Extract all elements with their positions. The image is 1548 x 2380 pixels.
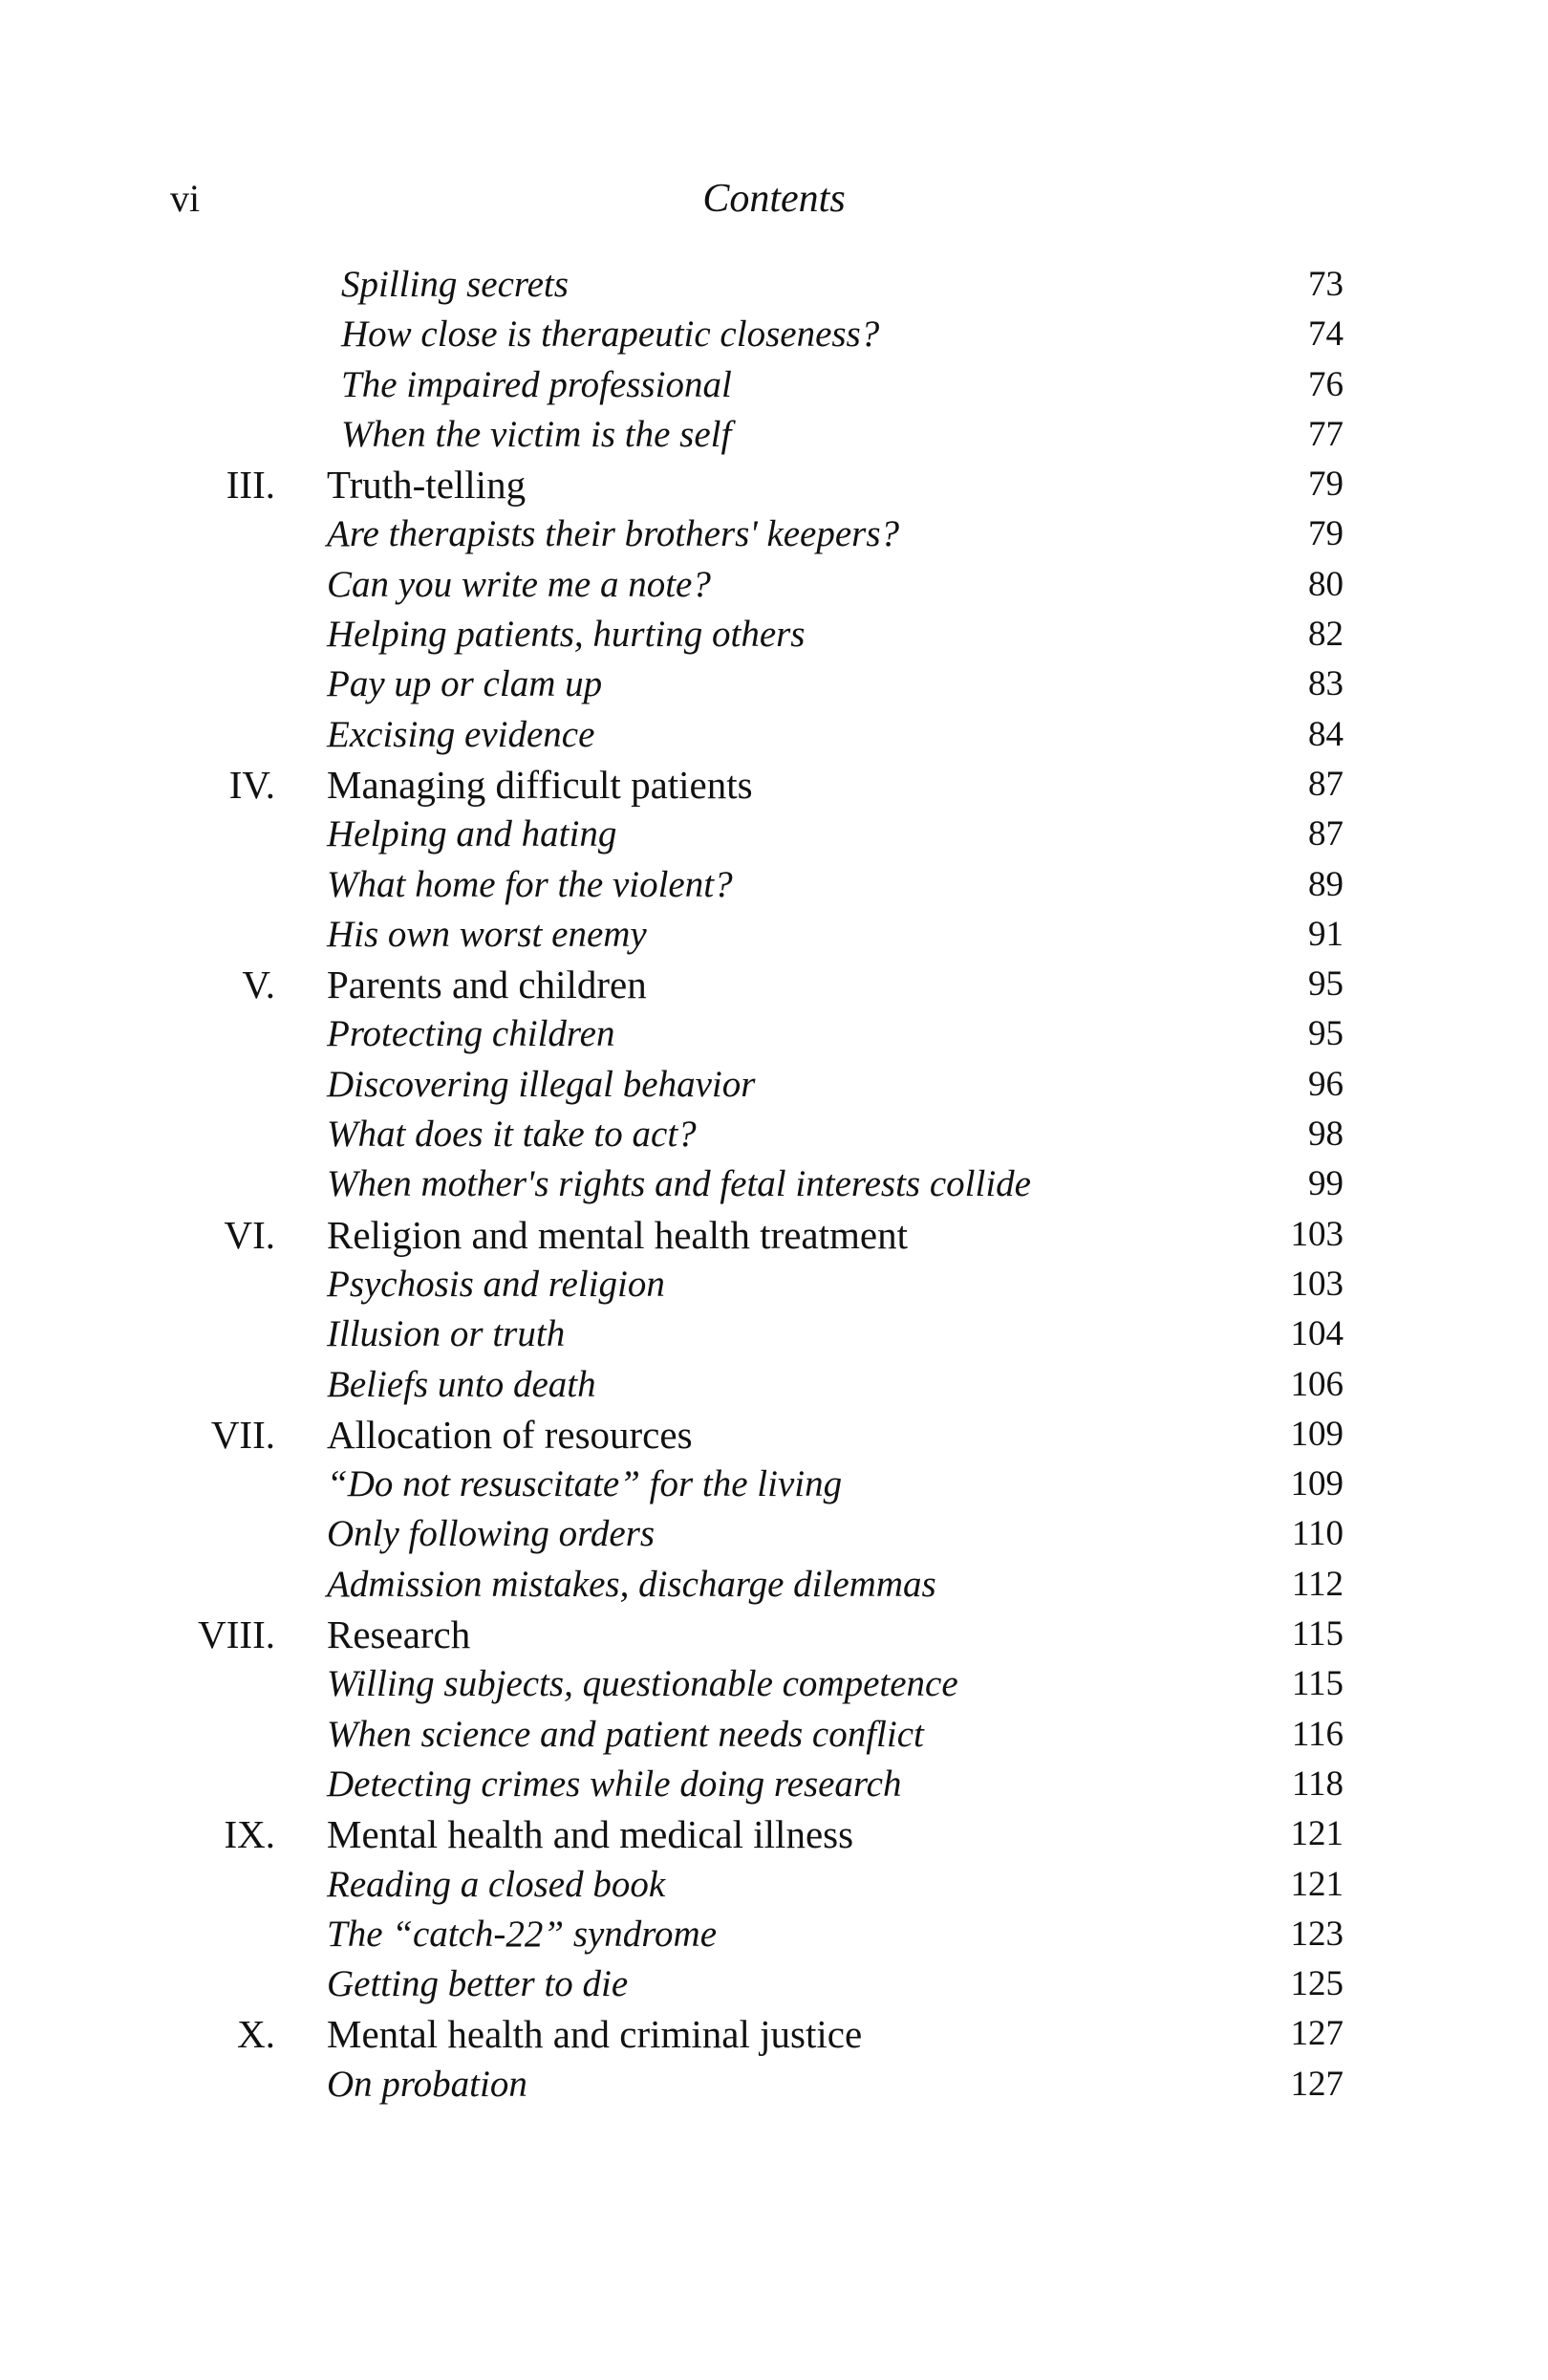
page-ref: 87 bbox=[1308, 764, 1344, 804]
toc-section-row bbox=[0, 260, 1548, 310]
page-ref: 82 bbox=[1308, 615, 1344, 655]
section-title: Beliefs unto death bbox=[327, 1363, 596, 1405]
page-ref: 89 bbox=[1308, 864, 1344, 904]
toc-section-row bbox=[0, 610, 1548, 660]
section-title: Discovering illegal behavior bbox=[327, 1063, 756, 1105]
section-title: Admission mistakes, discharge dilemmas bbox=[327, 1563, 936, 1605]
page-ref: 91 bbox=[1308, 914, 1344, 954]
toc-section-row bbox=[0, 310, 1548, 359]
section-title: The “catch-22” syndrome bbox=[327, 1913, 718, 1955]
chapter-number: VI. bbox=[224, 1212, 275, 1257]
toc-chapter-row bbox=[0, 2009, 1548, 2059]
page-ref: 121 bbox=[1290, 1814, 1344, 1854]
chapter-title: Managing difficult patients bbox=[327, 762, 753, 807]
page-ref: 99 bbox=[1308, 1164, 1344, 1204]
toc-section-row bbox=[0, 1860, 1548, 1910]
page-ref: 76 bbox=[1308, 364, 1344, 404]
page-ref: 104 bbox=[1290, 1314, 1344, 1354]
page-number: vi bbox=[170, 177, 201, 220]
section-title: What home for the violent? bbox=[327, 863, 733, 905]
chapter-title: Mental health and criminal justice bbox=[327, 2012, 863, 2057]
toc-section-row bbox=[0, 1159, 1548, 1209]
page-ref: 74 bbox=[1308, 314, 1344, 355]
toc-section-row bbox=[0, 1760, 1548, 1809]
table-of-contents bbox=[0, 260, 1548, 2110]
toc-chapter-row bbox=[0, 960, 1548, 1009]
toc-section-row bbox=[0, 1360, 1548, 1410]
toc-section-row bbox=[0, 810, 1548, 859]
page-ref: 95 bbox=[1308, 1014, 1344, 1054]
toc-chapter-row bbox=[0, 760, 1548, 810]
page-ref: 121 bbox=[1290, 1864, 1344, 1904]
section-title: How close is therapeutic closeness? bbox=[341, 314, 880, 356]
chapter-number: IV. bbox=[228, 762, 275, 807]
chapter-number: VIII. bbox=[198, 1612, 275, 1657]
toc-section-row bbox=[0, 2060, 1548, 2110]
toc-section-row bbox=[0, 1710, 1548, 1760]
page-ref: 79 bbox=[1308, 514, 1344, 554]
running-title: Contents bbox=[702, 177, 846, 221]
toc-section-row bbox=[0, 1009, 1548, 1059]
page-ref: 115 bbox=[1291, 1614, 1344, 1655]
page-ref: 106 bbox=[1290, 1364, 1344, 1404]
chapter-title: Research bbox=[327, 1612, 471, 1657]
chapter-title: Allocation of resources bbox=[327, 1412, 693, 1457]
page-ref: 77 bbox=[1308, 414, 1344, 454]
section-title: The impaired professional bbox=[341, 363, 732, 405]
page-ref: 110 bbox=[1291, 1514, 1344, 1554]
section-title: Illusion or truth bbox=[327, 1313, 566, 1355]
chapter-number: III. bbox=[226, 463, 275, 508]
section-title: His own worst enemy bbox=[327, 913, 647, 955]
page-ref: 127 bbox=[1290, 2064, 1344, 2104]
page-ref: 96 bbox=[1308, 1064, 1344, 1104]
toc-section-row bbox=[0, 910, 1548, 960]
section-title: On probation bbox=[327, 2063, 527, 2105]
page-ref: 118 bbox=[1291, 1763, 1344, 1804]
page-ref: 125 bbox=[1290, 1964, 1344, 2004]
section-title: Reading a closed book bbox=[327, 1863, 666, 1905]
section-title: Helping patients, hurting others bbox=[327, 614, 806, 656]
section-title: Psychosis and religion bbox=[327, 1263, 665, 1305]
chapter-title: Truth-telling bbox=[327, 463, 527, 508]
page-ref: 98 bbox=[1308, 1114, 1344, 1155]
toc-chapter-row bbox=[0, 1210, 1548, 1260]
section-title: “Do not resuscitate” for the living bbox=[327, 1463, 843, 1505]
page-ref: 112 bbox=[1291, 1564, 1344, 1604]
section-title: What does it take to act? bbox=[327, 1114, 697, 1156]
page-ref: 116 bbox=[1291, 1714, 1344, 1754]
chapter-title: Parents and children bbox=[327, 963, 647, 1007]
section-title: Can you write me a note? bbox=[327, 563, 711, 605]
toc-chapter-row bbox=[0, 1410, 1548, 1460]
toc-chapter-row bbox=[0, 460, 1548, 509]
page-ref: 103 bbox=[1290, 1214, 1344, 1254]
section-title: Pay up or clam up bbox=[327, 663, 603, 705]
section-title: When the victim is the self bbox=[341, 413, 732, 455]
page-ref: 103 bbox=[1290, 1264, 1344, 1304]
section-title: Helping and hating bbox=[327, 813, 617, 855]
toc-section-row bbox=[0, 1910, 1548, 1959]
chapter-number: V. bbox=[242, 963, 275, 1007]
page-ref: 84 bbox=[1308, 714, 1344, 754]
toc-section-row bbox=[0, 1959, 1548, 2009]
toc-section-row bbox=[0, 360, 1548, 410]
toc-chapter-row bbox=[0, 1610, 1548, 1659]
section-title: Only following orders bbox=[327, 1513, 656, 1555]
toc-section-row bbox=[0, 1110, 1548, 1159]
section-title: When mother's rights and fetal interests collide bbox=[327, 1163, 1031, 1205]
page-ref: 80 bbox=[1308, 564, 1344, 604]
page-ref: 73 bbox=[1308, 265, 1344, 304]
page-ref: 79 bbox=[1308, 465, 1344, 505]
page-ref: 95 bbox=[1308, 964, 1344, 1005]
page-ref: 109 bbox=[1290, 1464, 1344, 1504]
section-title: Are therapists their brothers' keepers? bbox=[327, 513, 900, 555]
page-ref: 123 bbox=[1290, 1914, 1344, 1954]
page-ref: 109 bbox=[1290, 1414, 1344, 1454]
toc-section-row bbox=[0, 1659, 1548, 1709]
toc-section-row bbox=[0, 1509, 1548, 1559]
page-ref: 83 bbox=[1308, 664, 1344, 704]
section-title: Getting better to die bbox=[327, 1963, 629, 2005]
chapter-number: X. bbox=[237, 2012, 275, 2057]
toc-section-row bbox=[0, 560, 1548, 610]
toc-section-row bbox=[0, 1309, 1548, 1359]
page-ref: 87 bbox=[1308, 814, 1344, 855]
toc-section-row bbox=[0, 1460, 1548, 1509]
toc-section-row bbox=[0, 1560, 1548, 1610]
toc-chapter-row bbox=[0, 1809, 1548, 1859]
section-title: When science and patient needs conflict bbox=[327, 1713, 924, 1755]
toc-section-row bbox=[0, 860, 1548, 910]
toc-section-row bbox=[0, 660, 1548, 709]
section-title: Detecting crimes while doing research bbox=[327, 1763, 902, 1805]
chapter-title: Religion and mental health treatment bbox=[327, 1212, 908, 1257]
toc-section-row bbox=[0, 1260, 1548, 1309]
chapter-title: Mental health and medical illness bbox=[327, 1812, 854, 1857]
toc-section-row bbox=[0, 1060, 1548, 1110]
page-ref: 115 bbox=[1291, 1664, 1344, 1704]
toc-section-row bbox=[0, 509, 1548, 559]
section-title: Spilling secrets bbox=[341, 264, 569, 305]
toc-section-row bbox=[0, 710, 1548, 760]
chapter-number: VII. bbox=[210, 1412, 275, 1457]
section-title: Protecting children bbox=[327, 1013, 615, 1055]
section-title: Excising evidence bbox=[327, 713, 595, 755]
section-title: Willing subjects, questionable competence bbox=[327, 1663, 958, 1705]
page-header bbox=[0, 170, 1548, 227]
chapter-number: IX. bbox=[224, 1812, 275, 1857]
toc-section-row bbox=[0, 410, 1548, 460]
page-ref: 127 bbox=[1290, 2014, 1344, 2054]
